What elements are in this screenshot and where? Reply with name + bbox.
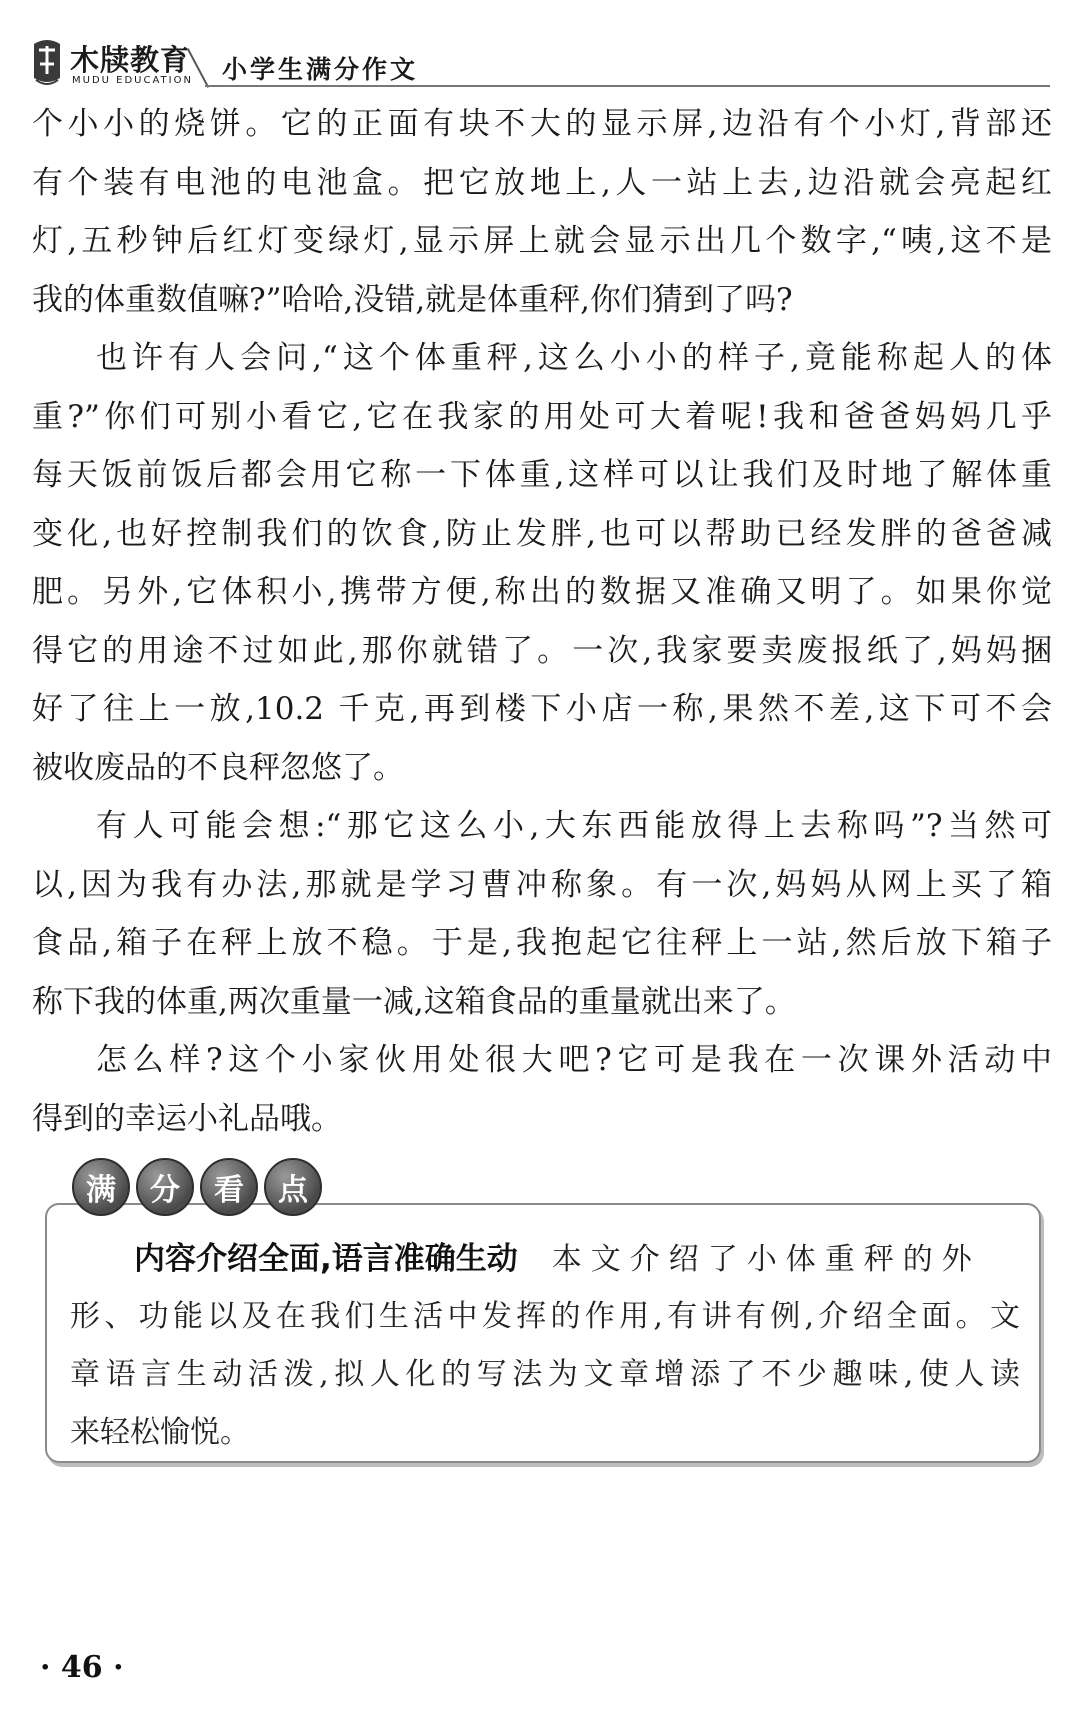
essay-line: 我的体重数值嘛?”哈哈,没错,就是体重秤,你们猜到了吗?: [32, 281, 793, 318]
essay-line: 每天饭前饭后都会用它称一下体重,这样可以让我们及时地了解体重: [32, 457, 1052, 493]
badge-char: 看: [200, 1158, 258, 1216]
brand-name: 木牍教育: [70, 43, 191, 77]
badge-char: 满: [72, 1158, 130, 1216]
comment-line: 来轻松愉悦。: [70, 1415, 250, 1450]
highlight-badges: [72, 1158, 322, 1214]
page-number: · 46 ·: [40, 1650, 124, 1685]
essay-line: 怎么样?这个小家伙用处很大吧?它可是我在一次课外活动中: [96, 1042, 1052, 1078]
highlight-comment: [70, 1230, 1020, 1462]
essay-line: 以,因为我有办法,那就是学习曹冲称象。有一次,妈妈从网上买了箱: [32, 866, 1052, 903]
essay-line: 食品,箱子在秤上放不稳。于是,我抱起它往秤上一站,然后放下箱子: [32, 925, 1052, 961]
badge-char: 点: [264, 1158, 322, 1216]
comment-text: 本文介绍了小体重秤的外: [551, 1242, 981, 1277]
comment-line: 章语言生动活泼,拟人化的写法为文章增添了不少趣味,使人读: [70, 1357, 1020, 1392]
comment-first-line: [70, 1230, 1020, 1288]
essay-line: 重?”你们可别小看它,它在我家的用处可大着呢!我和爸爸妈妈几乎: [32, 398, 1052, 435]
header-rule: [205, 85, 1050, 87]
essay-line: 变化,也好控制我们的饮食,防止发胖,也可以帮助已经发胖的爸爸减: [32, 515, 1052, 552]
essay-line: 灯,五秒钟后红灯变绿灯,显示屏上就会显示出几个数字,“咦,这不是: [32, 223, 1052, 259]
essay-line: 得它的用途不过如此,那你就错了。一次,我家要卖废报纸了,妈妈捆: [32, 632, 1052, 669]
essay-line: 个小小的烧饼。它的正面有块不大的显示屏,边沿有个小灯,背部还: [32, 106, 1052, 142]
essay-line: 有个装有电池的电池盒。把它放地上,人一站上去,边沿就会亮起红: [32, 164, 1052, 201]
essay-line: 称下我的体重,两次重量一减,这箱食品的重量就出来了。: [32, 983, 796, 1020]
badge-char: 分: [136, 1158, 194, 1216]
page-header: [0, 0, 1080, 110]
brand-english: MUDU EDUCATION: [72, 75, 193, 86]
essay-line: 被收废品的不良秤忽悠了。: [32, 749, 404, 786]
essay-line: 好了往上一放,10.2 千克,再到楼下小店一称,果然不差,这下可不会: [32, 691, 1052, 727]
series-title: 小学生满分作文: [222, 55, 419, 84]
essay-line: 肥。另外,它体积小,携带方便,称出的数据又准确又明了。如果你觉: [32, 574, 1052, 610]
essay-line: 也许有人会问,“这个体重秤,这么小小的样子,竟能称起人的体: [96, 340, 1052, 376]
comment-title: 内容介绍全面,语言准确生动: [134, 1241, 518, 1277]
essay-line: 有人可能会想:“那它这么小,大东西能放得上去称吗”?当然可: [96, 808, 1052, 844]
essay-body: [32, 95, 1052, 1148]
mudu-logo-icon: [30, 34, 64, 88]
essay-line: 得到的幸运小礼品哦。: [32, 1100, 342, 1137]
comment-line: 形、功能以及在我们生活中发挥的作用,有讲有例,介绍全面。文: [70, 1299, 1020, 1334]
